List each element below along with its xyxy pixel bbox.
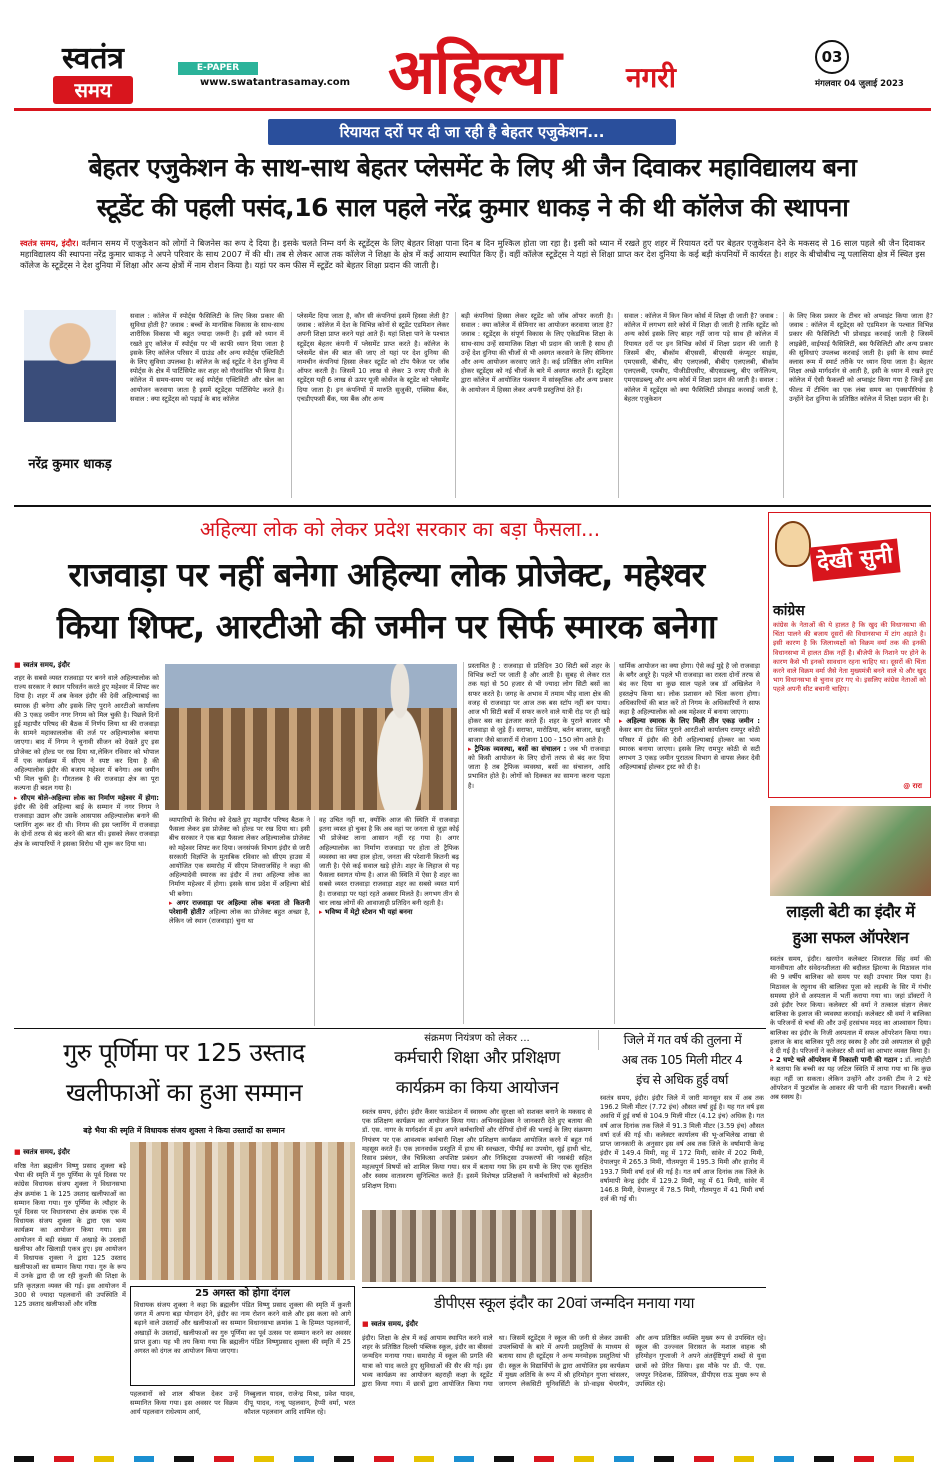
story7-headline: डीपीएस स्कूल इंदौर का 20वां जन्मदिन मनाया गया xyxy=(433,1294,695,1312)
story1-byline: स्वतंत्र समय, इंदौर। xyxy=(20,238,79,248)
story2-subhead-4: ▸ ट्रैफिक व्यवस्था, बसों का संचालन : xyxy=(468,745,566,753)
section-divider-2 xyxy=(14,1028,766,1029)
story6-body: स्वतंत्र समय, इंदौर। इंदौर जिले में जारी मानसून सत्र में अब तक 196.2 मिली मीटर (7.72 इंच) औसत वर्षा हुई है। यह गत वर्ष इस अवधि में हुई वर्षा से 104.9 मिली मीटर (4.12 इंच) अधिक है। गत वर्ष आज दिनांक तक जिले में 91.3 मिली मीटर (3.59 इंच) औसत वर्षा दर्ज की गई थी। कलेक्टर कार्यालय की भू-अभिलेख शाखा से प्राप्त जानकारी के अनुसार इस वर्ष अब तक जिले के वर्षामापी केन्द्र इंदौर में 149.4 मिमी, महू में 172 मिमी, सांवेर में 202 मिमी, देपालपुर में 265.3 मिमी, गौतमपुरा में 195.3 मिमी और हातोद में 193.7 मिमी वर्षा दर्ज की गई है। गत वर्ष आज दिनांक तक जिले के वर्षामापी केन्द्र इंदौर में 129.2 मिमी, महू में 61 मिमी, सांवेर में 146.8 मिमी, देपालपुर में 78.5 मिमी, गौतमपुरा में 41 मिमी वर्षा दर्ज की गई थी। xyxy=(600,1094,764,1204)
story2-column-5 xyxy=(614,662,760,1024)
story1-headline-line1: बेहतर एजुकेशन के साथ-साथ बेहतर प्लेसमेंट के लिए श्री जैन दिवाकर महाविद्यालय बना xyxy=(88,153,857,182)
brand-bottom-text: समय xyxy=(53,76,133,104)
story2-subhead-2: ▸ अगर राजवाड़ा पर अहिल्या लोक बनता तो कितनी परेशानी होती? xyxy=(169,899,310,916)
story3-sub-text: डॉ. लाहोटी ने बताया कि बच्ची का यह जटिल स्थिति में लाया गया था कि कुछ कहा नहीं जा सकता। लेकिन उन्होंने और उनकी टीम ने 2 घंटे ऑपरेशन में फुटबॉल के आकार की पानी की गठान निकाली। बच्ची अब स्वस्थ है। xyxy=(770,1056,931,1102)
story1-column-5: के लिए किस प्रकार के टीचर को अप्वाइंट किया जाता है? जवाब : कॉलेज में स्टूडेंट्स को एडमिशन के पश्चात विभिन्न प्रकार की फैसिलिटी भी प्रोवाइड करवाई जाती है जिसमें लाइब्रेरी, वाईफाई फैसिलिटी, बस फैसिलिटी और अन्य प्रकार की सुविधाएं उपलब्ध करवाई जाती है। इसी के साथ स्मार्ट क्लास रूम में स्मार्ट तरीके पर ध्यान दिया जाता है। बेहतर शिक्षा अच्छे मार्गदर्शन से आती है, इसी के ध्यान में रखते हुए कॉलेज में ऐसी फैकल्टी को अप्वाइंट किया गया है जिन्हें इस फील्ड में टीचिंग का एक लंबा समय का एक्सपीरियंस है उन्होंने देश दुनिया के प्रतिष्ठित कॉलेज में शिक्षा प्रदान की है। xyxy=(783,312,933,498)
dangal-box xyxy=(130,1286,355,1386)
story2-column-3 xyxy=(314,816,459,1026)
section-divider-3 xyxy=(362,1287,766,1288)
story7-body: इंदौर। शिक्षा के क्षेत्र में कई आयाम स्थापित करने वाले शहर के प्रतिष्ठित दिल्ली पब्लिक स्कूल, इंदौर का बीसवां जन्मदिन मनाया गया। समारोह में स्कूल की प्रगति की यात्रा को याद करते हुए सुविधाओं की सैर की गई। इस भव्य कार्यक्रम का आयोजन बहराही कक्षा के स्टूडेंट द्वारा किया गया। में छात्रों द्वारा आयोजित किया गया था। जिसमें स्टूडेंट्स ने स्कूल की जनी से लेकर उसकी उपलब्धियों के बारे में अपनी प्रस्तुतियों के माध्यम से बताया साथ ही स्टूडेंट्स ने अन्य मनमोहक प्रस्तुतियां भी दी। स्कूल के विद्यार्थियों के द्वारा आयोजित इस कार्यक्रम में मुख्य अतिथि के रूप में श्री हरिमोहन गुप्ता चांसलर, जागरण लेकसिटी यूनिवर्सिटी के प्रो-वाइस चेयरमैन, और अन्य प्रतिष्ठित व्यक्ति मुख्य रूप से उपस्थित रहे। स्कूल की उज्ज्वल विरासत के मशाल वाहक श्री हरिमोहन गुप्ताजी ने अपने अंतर्दृष्टिपूर्ण शब्दों से युवा छात्रों को प्रेरित किया। इस मौके पर डी. पी. एस. जयपुर निदेशक, प्रिंसिपल, डीपीएस राऊ मुख्य रूप से उपस्थित रहे। xyxy=(362,1334,766,1389)
story2-sub4-text: जब भी राजवाड़ा को किसी आयोजन के लिए दोनों तरफ से बंद कर दिया जाता है तब ट्रैफिक व्यवस्था, बसों का संचालन, आदि प्रभावित होते है। लोगों को दिक्कत का सामना करना पड़ता है। xyxy=(468,744,610,790)
patient-photo xyxy=(770,806,931,896)
statue-overlay xyxy=(360,664,440,810)
story5-headline-line2: कार्यक्रम का किया आयोजन xyxy=(395,1078,559,1098)
story2-col5-text: धार्मिक आयोजन का क्या होगा। ऐसे कई मुद्दे है जो राजवाड़ा के बगैर अधूरे है। पहले भी राजवाड़ा का रास्ता दोनों तरफ से बंद कर दिया था कुछ साल पहले जब डॉ अखिलेश ने हस्तक्षेप किया था। लोक प्रशासन को चिंता करना होगा। अधिकारियों की बात करें तो निगम के अधिकारियों ने साफ कहा है अहिल्यालोक को अब महेश्वर में बनाया जाएगा। xyxy=(619,662,760,717)
story5-body: स्वतंत्र समय, इंदौर। इंदौर कैंसर फाउंडेशन में स्वास्थ्य और सुरक्षा को सशक्त बनाने के मकसद से एक प्रशिक्षण कार्यक्रम का आयोजन किया गया। अभिनवइंडेक्स ने जानकारी देते हुए बताया की डॉ. एस. नागर के मार्गदर्शन में हम अपने कर्मचारियों और रोगियों दोनों की भलाई के लिए संक्रमण नियंत्रण पर एक आवश्यक कर्मचारी शिक्षा और प्रशिक्षण कार्यक्रम आयोजित करने में बहुत गर्व महसूस करते हैं। एक ज्ञानवर्धक प्रस्तुति में हाथ की स्वच्छता, पीपीई का उपयोग, सुई हाथी चोट, रिसाव प्रबंधन, जैव चिकित्सा अपशिष्ट प्रबंधन और निकिट्सा उपकरणों की नसबंदी सहित महत्वपूर्ण विषयों को शामिल किया गया। सत्र में बताया गया कि हम सभी के लिए एक सुरक्षित और स्वस्थ वातावरण सुनिश्चित करते हैं। इसमें विशेषज्ञ प्रशिक्षकों ने कर्मचारियों को बेहतरीन प्रशिक्षण दिया। xyxy=(362,1108,592,1190)
story2-col2-text: व्यापारियों के विरोध को देखते हुए महापौर परिषद बैठक ने फैसला लेकर इस प्रोजेक्ट को होल्ड पर रख दिया था। इसी बीच सरकार ने एक बड़ा फैसला लेकर अहिल्यालोक प्रोजेक्ट को महेश्वर शिफ्ट कर दिया। जनसंपर्क विभाग इंदौर से जारी सरकारी विज्ञप्ति के मुताबिक रविवार को सीएम हाउस में आयोजित एक समारोह में सीएम शिवराजसिंह ने कहा की अहिल्यादेवी स्मारक का इंदौर में तथा अहिल्या लोक का निर्माण महेश्वर में होगा। इसके साथ प्रदेश में अहिल्या बोर्ड भी बनेगा। xyxy=(169,816,310,898)
story3-body xyxy=(770,955,931,1451)
masthead xyxy=(0,0,945,112)
story1-column-3: बड़ी कंपनियां हिस्सा लेकर स्टूडेंट को जॉब ऑफर करती है। सवाल : क्या कॉलेज में सेमिनार का आयोजन करवाया जाता है? जवाब : स्टूडेंट्स के संपूर्ण विकास के लिए एकेडमिक शिक्षा के साथ-साथ उन्हें सामाजिक शिक्षा भी प्रदान की जाती है साथ ही उन्हें देश दुनिया की चीजों से भी अवगत करवाने के लिए सेमिनार और अन्य आयोजन करवाए जाते है। कई प्रतिष्ठित लोग शामिल होकर स्टूडेंट्स को नई चीजों के बारे में अवगत कराते हैं। स्टूडेंट्स द्वारा कॉलेज में आयोजित फंक्शन में सांस्कृतिक और अन्य प्रकार के आयोजन में हिस्सा लेकर अपनी प्रस्तुतियां देते हैं। xyxy=(455,312,613,498)
felicitation-photo xyxy=(130,1142,355,1280)
story3-subhead: ▸ 2 घण्टे चले ऑपरेशन में निकाली पानी की गठान : xyxy=(770,1056,903,1064)
cartoon-face-icon xyxy=(775,521,811,567)
story2-col1-text: शहर के सबसे व्यस्त राजवाड़ा पर बनने वाले अहिल्यालोक को राज्य सरकार ने स्थान परिवर्तन करते हुए महेश्वर में शिफ्ट कर दिया है। शहर में अब केवल इंदौर की देवी अहिल्याबाई का स्मारक ही बनेगा और इसके लिए पुराने आरटीओ कार्यालय की 3 एकड़ जमीन नगर निगम को मिल चुकी है। पिछले दिनों हुई महापौर परिषद की बैठक में निर्णय लिया था की राजवाड़ा के सामने महाकाललोक की तर्ज पर अहिल्यालोक बनाया जाएगा। बाद में निगम ने चुनावी सीजन को देखते हुए इस प्रोजेक्ट को होल्ड पर रख दिया था,लेकिन रविवार को भोपाल में एक कार्यक्रम में सीएम ने स्पष्ट कर दिया है की अहिल्यालोक इंदौर की बजाय महेश्वर में बनेगा। अब जमीन भी मिल चुकी है। गौरतलब है की राजवाड़ा क्षेत्र का पूरा कल्पना ही बदल गया है। xyxy=(14,674,159,793)
dangal-box-title: 25 अगस्त को होगा दंगल xyxy=(195,1288,290,1299)
story2-col4-text: प्रस्तावित है : राजवाड़ा से प्रतिदिन 30 सिटी बसें शहर के विभिन्न रूटों पर जाती है और आती है। सुबह से लेकर रात तक यहां से 50 हजार से भी ज्यादा लोग सिटी बसों का सफर करते है। जगह के अभाव में तमाम भीड़ वाला क्षेत्र की वजह से राजवाड़ा पर आज तक बस स्टॉप नहीं बन पाया। आज भी सिटी बसों में सफर करने वाले यात्री रोड़ पर ही खड़े होकर बस का इंतजार करते हैं। शहर के पुराने बाजार भी राजवाड़ा से जुड़े हैं। सराफा, मारोठिया, बर्तन बाजार, खजूरी बाजार जैसे बाजारों में रोजाना 100 - 150 लोग आते है। xyxy=(468,662,610,744)
issue-date: मंगलवार 04 जुलाई 2023 xyxy=(815,79,904,89)
story2-headline-line2: किया शिफ्ट, आरटीओ की जमीन पर सिर्फ स्मारक बनेगा xyxy=(56,607,717,646)
story4-headline-line1: गुरु पूर्णिमा पर 125 उस्ताद xyxy=(63,1038,305,1067)
story2-column-4 xyxy=(463,662,610,1024)
page-number: 03 xyxy=(815,40,849,74)
brand-logo xyxy=(28,42,158,108)
story1-intro-text: वर्तमान समय में एजुकेशन को लोगों ने बिजनेस का रूप दे दिया है। इसके चलते निम्न वर्ग के स्टूडेंट्स के लिए बेहतर शिक्षा पाना दिन ब दिन मुश्किल होता जा रहा है। इसी को ध्यान में रखते हुए शहर में रियायत दरों पर बेहतर एजुकेशन देने के मकसद से 16 साल पहले श्री जैन दिवाकर महाविद्यालय की स्थापना नरेंद्र कुमार धाकड़ ने अपने परिवार के साथ 2007 में की थी। तब से लेकर आज तक कॉलेज ने शिक्षा के क्षेत्र में कई आयाम स्थापित किए हैं। वहीं कॉलेज स्टूडेंट्स ने यहां से शिक्षा प्राप्त कर देश दुनिया के कई बड़ी कंपनियों में कार्यरत है। शहर के बीचोबीच न्यू पलासिया क्षेत्र में स्थित इस कॉलेज के स्टूडेंट्स ने देश दुनिया में शिक्षा और अन्य क्षेत्रों में नाम रोशन किया है। यहां पर कम फीस में स्टूडेंट को बेहतर शिक्षा प्रदान की जाती है। xyxy=(20,238,925,271)
dangal-box-body: विधायक संजय शुक्ला ने कहा कि ब्रह्मलीन पंडित विष्णु प्रसाद शुक्ला की स्मृति में कुश्ती जगत में अपना बड़ा योगदान देने, इंदौर का नाम रोशन करने वाले और इस कला को आगे बढ़ाने वाले उस्तादों और खलीफाओं का सम्मान विधानसभा क्रमांक 1 के हिम्मत पहलवानों, अखाड़ों के उस्तादों, खलीफाओं का गुरु पूर्णिमा का पूर्व उत्सव पर सम्मान करने का अवसर प्राप्त हुआ। यह भी तय किया गया कि ब्रह्मलीन पंडित विष्णुप्रसाद शुक्ला की स्मृति में 25 अगस्त को दंगल का आयोजन किया जाएगा। xyxy=(134,1301,351,1356)
story2-column-1 xyxy=(14,674,159,1024)
person-name: नरेंद्र कुमार धाकड़ xyxy=(28,457,112,472)
story1-column-2: प्लेसमेंट दिया जाता है, कौन सी कंपनियां इसमें हिस्सा लेती है? जवाब : कॉलेज में देश के विभिन्न कोनों से स्टूडेंट एडमिशन लेकर अपनी शिक्षा प्राप्त करने यहां आते हैं। यहां शिक्षा पाने के पश्चात स्टूडेंट्स बेहतर कंपनी में प्लेसमेंट प्राप्त करते है। कॉलेज के प्लेसमेंट सेल की बात की जाए तो यहां पर देश दुनिया की नामचीन कंपनियां हिस्सा लेकर स्टूडेंट को टॉप पैकेज पर जॉब ऑफर करती है। जिसमें 10 लाख से लेकर 3 रुपए पीजी के स्टूडेंट्स यही 6 लाख से ऊपर यूजी कोर्सेज के स्टूडेंट को प्लेसमेंट दिया जाता है। इन कंपनियों में मारुति सुजुकी, एक्सिस बैंक, एचडीएफसी बैंक, यस बैंक और अन्य xyxy=(291,312,449,498)
story2-kicker: अहिल्या लोक को लेकर प्रदेश सरकार का बड़ा फैसला... xyxy=(199,517,601,541)
story6-headline-line2: अब तक 105 मिली मीटर 4 xyxy=(621,1052,743,1067)
page-title-sub: नगरी xyxy=(626,61,677,94)
story1-column-1: सवाल : कॉलेज में स्पोर्ट्स फैसिलिटी के लिए किस प्रकार की सुविधा होती है? जवाब : बच्चों के मानसिक विकास के साथ-साथ शारीरिक विकास भी बहुत ज्यादा जरूरी है। इसी को ध्यान में रखते हुए कॉलेज में स्पोर्ट्स पर भी काफी ध्यान दिया जाता है इसके लिए कॉलेज परिसर में ग्राउंड और अन्य स्पोर्ट्स एक्टिविटी के लिए सुविधा उपलब्ध है। कॉलेज के कई स्टूडेंट ने देश दुनिया में स्पोर्ट्स के क्षेत्र में पार्टिसिपेट कर शहर को गौरवांवित भी किया है। कॉलेज में समय-समय पर कई स्पोर्ट्स एक्टिविटी और खेल का आयोजन करवाया जाता है इसमें स्टूडेंट्स पार्टिसिपेट करते है। सवाल : क्या स्टूडेंट्स को पढ़ाई के बाद कॉलेज xyxy=(130,312,284,403)
dekhi-suni-topic: कांग्रेस xyxy=(773,603,805,619)
story2-col3-text: वह उचित नहीं था, क्योंकि आज की स्थिति में राजवाड़ा इतना व्यस्त हो चुका है कि अब वहां पर जनता से जुड़ा कोई भी प्रोजेक्ट लाना आसान नहीं रह गया है। अगर अहिल्यालोक का निर्माण राजवाड़ा पर होता तो ट्रैफिक व्यवस्था का क्या हाल होता, जनता की परेशानी कितनी बढ़ जाती है। ऐसे कई सवाल खड़े होते। शहर के लिहाज से यह फैसला स्वागत योग्य है। आज की स्थिति में ऐसा है शहर का सबसे व्यस्त राजवाड़ा राजवाड़ा शहर का सबसे व्यस्त मार्ग है। राजवाड़ा पर यहां रहते अक्सर मिलते है। लगभग तीन से चार लाख लोगों की आवाजाही प्रतिदिन बनी रहती है। xyxy=(319,816,459,907)
training-photo xyxy=(362,1210,592,1282)
dekhi-suni-body: कांग्रेस के नेताओं की ये हालत है कि खुद की विधानसभा की चिंता पालने की बजाय दूसरों की विधानसभा में टांग अड़ाते है। इसी कारण है कि जिलाध्यक्षों को विक्रम वर्मा तक की इनकी विधानसभा में हालत ठीक नहीं है। बीजेपी के निशाने पर होने के कारण कैसे भी इनको सावधान रहना चाहिए था। दूसरों की चिंता करने वाले विक्रम वर्मा जैसे नेता मुख्यमंत्री बनने वाले थे और खुद भाग विधानसभा से चुनाव हार गए थे। इसलिए कांग्रेस नेताओं को पहले अपनी सीट बचानी चाहिए। xyxy=(773,621,926,694)
story7-byline: ■ स्वतंत्र समय, इंदौर xyxy=(362,1320,418,1329)
story5-headline-line1: कर्मचारी शिक्षा और प्रशिक्षण xyxy=(394,1048,560,1068)
story2-sub1-text: इंदौर की देवी अहिल्या बाई के सम्मान में नगर निगम ने राजवाड़ा उद्यान और उसके आसपास अहिल्यालोक बनाने की प्लानिंग शुरू कर दी थी। निगम की इस प्लानिंग में राजवाड़ा के दोनों तरफ से बंद करने की बात थी। इसको लेकर राजवाड़ा क्षेत्र के व्यापारियों ने इसका विरोध भी शुरू कर दिया था। xyxy=(14,802,159,848)
story2-subhead-1: ▸ सीएम बोले-अहिल्या लोक का निर्माण महेश्वर में होगा: xyxy=(14,794,159,802)
person-photo xyxy=(24,310,116,422)
story1-headline-line2: स्टूडेंट की पहली पसंद,16 साल पहले नरेंद्र कुमार धाकड़ ने की थी कॉलेज की स्थापना xyxy=(96,193,849,222)
section-divider xyxy=(14,505,931,507)
story6-headline-line1: जिले में गत वर्ष की तुलना में xyxy=(598,1030,766,1050)
story2-headline-line1: राजवाड़ा पर नहीं बनेगा अहिल्या लोक प्रोजेक्ट, महेश्वर xyxy=(68,555,705,594)
dekhi-suni-signature: @ रारा xyxy=(903,782,922,790)
epaper-label: E-PAPER xyxy=(178,62,258,75)
story4-byline: ■ स्वतंत्र समय, इंदौर xyxy=(14,1148,70,1157)
dekhi-suni-header xyxy=(769,513,930,595)
story2-subhead-3: ▸ भविष्य में मेट्रो स्टेशन भी यहां बनना xyxy=(319,908,412,916)
story3-body-text: स्वतंत्र समय, इंदौर। खरगोन कलेक्टर शिवराज सिंह वर्मा की मानवीयता और संवेदनशीलता की बदौलत झिरन्या के मिठावल गांव की 9 वर्षीय बालिका को समय पर सही उपचार मिल पाया है। मिठावल के रघुनाथ की बालिका पूजा को लड़की के सिर में गंभीर समस्या होने से अस्पताल में भर्ती कराया गया था। जहां डॉक्टरों ने उसे इंदौर रेफर किया। कलेक्टर श्री वर्मा ने तत्काल संज्ञान लेकर बालिका के इलाज की व्यवस्था करवाई। कलेक्टर श्री वर्मा ने बालिका के परिजनों से चर्चा की और उन्हें हरसंभव मदद का आश्वासन दिया। बालिका का इंदौर के निजी अस्पताल में सफल ऑपरेशन किया गया। इलाज के बाद बालिका पूरी तरह स्वस्थ है और उसे अस्पताल से छुट्टी दे दी गई है। परिजनों ने कलेक्टर श्री वर्मा का आभार व्यक्त किया है। xyxy=(770,955,931,1056)
story1-kicker: रियायत दरों पर दी जा रही है बेहतर एजुकेशन... xyxy=(339,123,605,141)
story4-body: वरिष्ठ नेता ब्रह्मलीन विष्णु प्रसाद शुक्ला बड़े भैया की स्मृति में गुरु पूर्णिमा के पूर्व दिवस पर कांग्रेस विधायक संजय शुक्ला ने विधानसभा क्षेत्र क्रमांक 1 के 125 उस्ताद खलीफाओं का सम्मान किया गया। गुरु पूर्णिमा के त्यौहार के पूर्व दिवस पर विधानसभा क्षेत्र क्रमांक एक में विधायक संजय शुक्ला के द्वारा एक भव्य कार्यक्रम का आयोजन किया गया। इस आयोजन में बड़ी संख्या में अखाड़े के उस्तादों खलीफा और खिलाड़ी एकत्र हुए। इस आयोजन में विधायक शुक्ला ने द्वारा 125 उस्ताद खलीफाओं का सम्मान किया गया। गुरु के रूप में उनके द्वारा दी जा रही कुश्ती की शिक्षा के प्रति कृतज्ञता व्यक्त की गई। इस आयोजन में 300 से ज्यादा पहलवानों की उपस्थिति में 125 उस्ताद खलीफाओं और वरिष्ठ xyxy=(14,1162,126,1309)
story2-column-2 xyxy=(165,816,310,1026)
story2-sub5-text: केसर बाग रोड स्थित पुराने आरटीओ कार्यालय रामपुर कोठी परिसर में इंदौर की देवी अहिल्याबाई होल्कर का भव्य स्मारक बनाया जाएगा। इसके लिए रामपुर कोठी से सटी लगभग 3 एकड़ जमीन पुरातत्व विभाग से वापस लेकर देवी अहिल्याबाई होल्कर ट्रस्ट को दी है। xyxy=(619,726,760,772)
dekhi-suni-box xyxy=(768,512,931,798)
dekhi-suni-title: देखी सुनी xyxy=(809,539,900,582)
page-title-main: अहिल्या xyxy=(388,35,561,108)
story4-tail-1: पहलवानों को शाल श्रीफल देकर उन्हें सम्मानित किया गया। इस अवसर पर विक्रम आर्य पहलवान राधेश्याम आर्य, xyxy=(130,1390,238,1417)
story1-column-4: सवाल : कॉलेज में किन किन कोर्स में शिक्षा दी जाती है? जवाब : कॉलेज में लगभग सारे कोर्स में शिक्षा दी जाती है ताकि स्टूडेंट को अन्य कोर्स इसके लिए बाहर नहीं जाना पड़े साथ ही कॉलेज में रियायत दरों पर इन विभिन्न कोर्स में शिक्षा प्रदान की जाती है जिसमें बीए, बीकॉम बीएससी, बीएससी कंप्यूटर साइंस, एमएससी, बीबीए, बीए एलएलबी, बीबीए एलएलबी, बीकॉम एलएलबी, एमबीए, पीजीडीएसीए, बीएसडब्ल्यू, बीए जर्नलिज्म, एमएसडब्ल्यू और अन्य कोर्स में शिक्षा प्रदान की जाती है। सवाल : कॉलेज में स्टूडेंट्स को क्या फैसिलिटी प्रोवाइड करवाई जाती है, बेहतर एजुकेशन xyxy=(618,312,778,498)
story4-headline-line2: खलीफाओं का हुआ सम्मान xyxy=(65,1078,303,1107)
story2-byline: ■ स्वतंत्र समय, इंदौर xyxy=(14,661,70,670)
story3-headline-line2: हुआ सफल ऑपरेशन xyxy=(792,928,909,947)
brand-top-text: स्वतंत्र xyxy=(61,41,124,76)
story1-intro xyxy=(20,238,925,304)
registration-bar xyxy=(14,1456,931,1462)
masthead-rule xyxy=(14,108,931,111)
story2-subhead-5: ▸ अहिल्या स्मारक के लिए मिली तीन एकड़ जमीन : xyxy=(619,717,760,725)
story6-headline-line3: इंच से अधिक हुई वर्षा xyxy=(636,1072,728,1087)
story5-kicker: संक्रमण नियंत्रण को लेकर ... xyxy=(424,1033,530,1044)
story2-sub2-text: अहिल्या लोक का प्रोजेक्ट बहुत अच्छा है, लेकिन जो स्थान (राजवाड़ा) चुना था xyxy=(169,908,310,926)
story4-tail-2: निब्बुलाल यादव, राजेन्द्र मिश्रा, प्रवेश यादव, दीपू यादव, नत्थू पहलवान, हैप्पी वर्मा, भरत कौशल पहलवान आदि शामिल रहे। xyxy=(244,1390,355,1417)
story3-headline-line1: लाड़ली बेटी का इंदौर में xyxy=(786,902,915,921)
website-url[interactable]: www.swatantrasamay.com xyxy=(200,77,351,88)
story4-deck: बड़े भैया की स्मृति में विधायक संजय शुक्ला ने किया उस्तादों का सम्मान xyxy=(83,1126,285,1135)
